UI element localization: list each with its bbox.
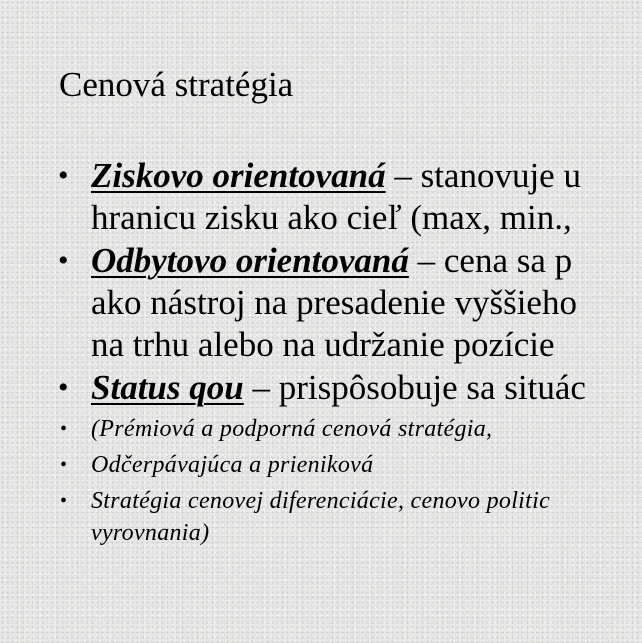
sub-bullet-text: vyrovnania)	[91, 520, 210, 546]
bullet-dot: •	[58, 244, 69, 277]
bullet-term: Status qou	[91, 368, 244, 407]
bullet-item	[0, 155, 642, 239]
bullet-text: na trhu alebo na udržanie pozície	[91, 325, 555, 364]
bullet-term: Odbytovo orientovaná	[91, 241, 409, 280]
bullet-dot: •	[60, 418, 68, 440]
sub-bullet-text: Stratégia cenovej diferenciácie, cenovo politic	[91, 488, 551, 514]
sub-bullet-item	[0, 411, 642, 447]
bullet-text: – cena sa p	[408, 241, 573, 280]
slide-title: Cenová stratégia	[59, 65, 294, 104]
bullet-dot: •	[58, 159, 69, 192]
bullet-dot: •	[58, 371, 69, 404]
bullet-list	[0, 155, 642, 551]
bullet-text: ako nástroj na presadenie vyššieho	[91, 283, 577, 322]
sub-bullet-item	[0, 483, 642, 551]
sub-bullet-text: (Prémiová a podporná cenová stratégia,	[91, 416, 493, 442]
bullet-text: – stanovuje u	[385, 156, 581, 195]
bullet-item	[0, 367, 642, 409]
bullet-term: Ziskovo orientovaná	[91, 156, 386, 195]
bullet-text: hranicu zisku ako cieľ (max, min.,	[91, 198, 572, 237]
bullet-dot: •	[60, 454, 68, 476]
bullet-text: – prispôsobuje sa situác	[243, 368, 586, 407]
sub-bullet-text: Odčerpávajúca a prieniková	[91, 452, 374, 478]
bullet-dot: •	[60, 490, 68, 512]
bullet-item	[0, 240, 642, 366]
sub-bullet-item	[0, 447, 642, 483]
